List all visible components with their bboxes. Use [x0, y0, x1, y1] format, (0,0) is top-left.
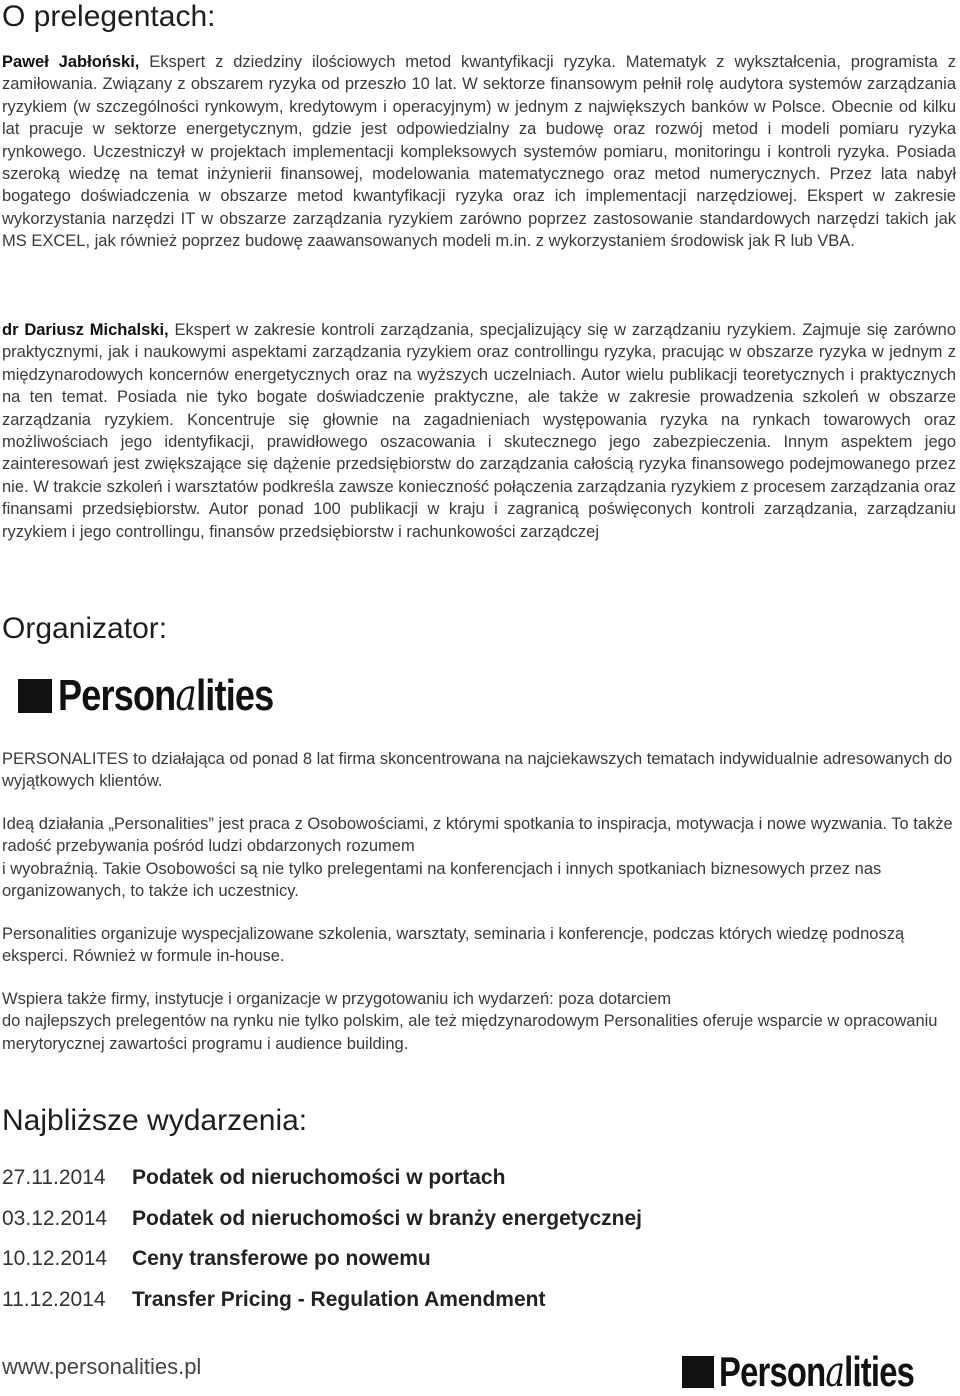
- events-heading: Najbliższe wydarzenia:: [2, 1104, 308, 1137]
- event-date: 27.11.2014: [2, 1166, 106, 1189]
- footer-logo-wordmark: Personalities: [719, 1347, 915, 1396]
- speaker-2-name: dr Dariusz Michalski,: [2, 321, 169, 339]
- organizer-paragraph-4b: do najlepszych prelegentów na rynku nie tylko polskim, ale też międzynarodowym Personalities oferuje wsparcie w opracowaniu merytorycznej zawartości programu i audience building.: [2, 1012, 938, 1053]
- organizer-heading: Organizator:: [2, 612, 168, 645]
- logo-wordmark: Personalities: [58, 670, 274, 721]
- speakers-heading: O prelegentach:: [2, 0, 216, 33]
- speaker-1-bio: Ekspert z dziedziny ilościowych metod kwantyfikacji ryzyka. Matematyk z wykształcenia, programista z zamiłowania. Związany z obszarem ryzyka od przeszło 10 lat. W sektorze finansowym pełnił rolę audytora systemów zarządzania ryzykiem (w szczególności rynkowym, kredytowym i operacyjnym) w jednym z największych banków w Polsce. Obecnie od kilku lat pracuje w sektorze energetycznym, gdzie jest odpowiedzialny za budowę oraz rozwój metod i modeli pomiaru ryzyka rynkowego. Uczestniczył w projektach implementacji kompleksowych systemów pomiaru, monitoringu i kontroli ryzyka. Posiada szeroką wiedzę na temat inżynierii finansowej, modelowania matematycznego oraz metod numerycznych. Przez lata nabył bogatego doświadczenia w obszarze metod kwantyfikacji ryzyka oraz ich implementacji narzędziowej. Ekspert w zakresie wykorzystania narzędzi IT w obszarze zarządzania ryzykiem zarówno poprzez zastosowanie standardowych narzędzi takich jak MS EXCEL, jak również poprzez budowę zaawansowanych modeli m.in. z wykorzystaniem środowisk jak R lub VBA.: [2, 53, 956, 251]
- event-title: Ceny transferowe po nowemu: [132, 1247, 431, 1270]
- speaker-2-paragraph: [2, 319, 956, 543]
- event-date: 11.12.2014: [2, 1288, 106, 1311]
- speaker-1-name: Paweł Jabłoński,: [2, 53, 140, 71]
- organizer-paragraph-4a: Wspiera także firmy, instytucje i organizacje w przygotowaniu ich wydarzeń: poza dotarciem: [2, 990, 672, 1008]
- event-title: Transfer Pricing - Regulation Amendment: [132, 1288, 546, 1311]
- event-title: Podatek od nieruchomości w portach: [132, 1166, 506, 1189]
- footer-website-link[interactable]: www.personalities.pl: [2, 1354, 202, 1379]
- organizer-paragraph-1: PERSONALITES to działająca od ponad 8 lat firma skoncentrowana na najciekawszych tematach indywidualnie adresowanych do wyjątkowych klientów.: [2, 750, 953, 791]
- organizer-paragraph-3: Personalities organizuje wyspecjalizowane szkolenia, warsztaty, seminaria i konferencje, podczas których wiedzę podnoszą eksperci. Również w formule in-house.: [2, 925, 905, 966]
- organizer-paragraph-2a: Ideą działania „Personalities” jest praca z Osobowościami, z którymi spotkania to inspiracja, motywacja i nowe wyzwania. To także radość przebywania pośród ludzi obdarzonych rozumem: [2, 815, 953, 856]
- event-date: 10.12.2014: [2, 1247, 108, 1270]
- event-date: 03.12.2014: [2, 1207, 108, 1230]
- organizer-paragraph-2b: i wyobraźnią. Takie Osobowości są nie tylko prelegentami na konferencjach i innych spotkaniach biznesowych przez nas organizowanych, to także ich uczestnicy.: [2, 859, 882, 901]
- organizer-paragraph-4: [2, 988, 956, 1055]
- logo-square-icon: [18, 679, 52, 713]
- organizer-paragraph-2: [2, 813, 956, 903]
- speaker-1-paragraph: [2, 51, 956, 253]
- footer-logo-square-icon: [682, 1356, 714, 1388]
- speaker-2-bio: Ekspert w zakresie kontroli zarządzania, specjalizujący się w zarządzaniu ryzykiem. Zajmuje się zarówno praktycznymi, jak i naukowymi aspektami zarządzania ryzykiem oraz controllingu ryzyka, pracując w obszarze ryzyka w jednym z międzynarodowych koncernów energetycznych oraz na wyższych uczelniach. Autor wielu publikacji teoretycznych i praktycznych na ten temat. Posiada nie tyko bogate doświadczenie praktyczne, ale także w zakresie prowadzenia szkoleń w obszarze zarządzania ryzykiem. Koncentruje się głownie na zagadnieniach występowania ryzyka na rynkach towarowych oraz możliwościach jego identyfikacji, prawidłowego oszacowania i skutecznego jego zabezpieczenia. Innym aspektem jego zainteresowań jest zwiększające się dążenie przedsiębiorstw do zarządzania całością ryzyka finansowego podejmowanego przez nie. W trakcie szkoleń i warsztatów podkreśla zawsze konieczność połączenia zarządzania ryzykiem z procesem zarządzania oraz finansami przedsiębiorstw. Autor ponad 100 publikacji w kraju i zagranicą poświęconych kontroli zarządzania, zarządzaniu ryzykiem i jego controllingu, finansów przedsiębiorstw i rachunkowości zarządczej: [2, 321, 956, 541]
- event-title: Podatek od nieruchomości w branży energetycznej: [132, 1207, 642, 1230]
- footer-personalities-logo: [682, 1347, 960, 1396]
- personalities-logo: [18, 672, 321, 720]
